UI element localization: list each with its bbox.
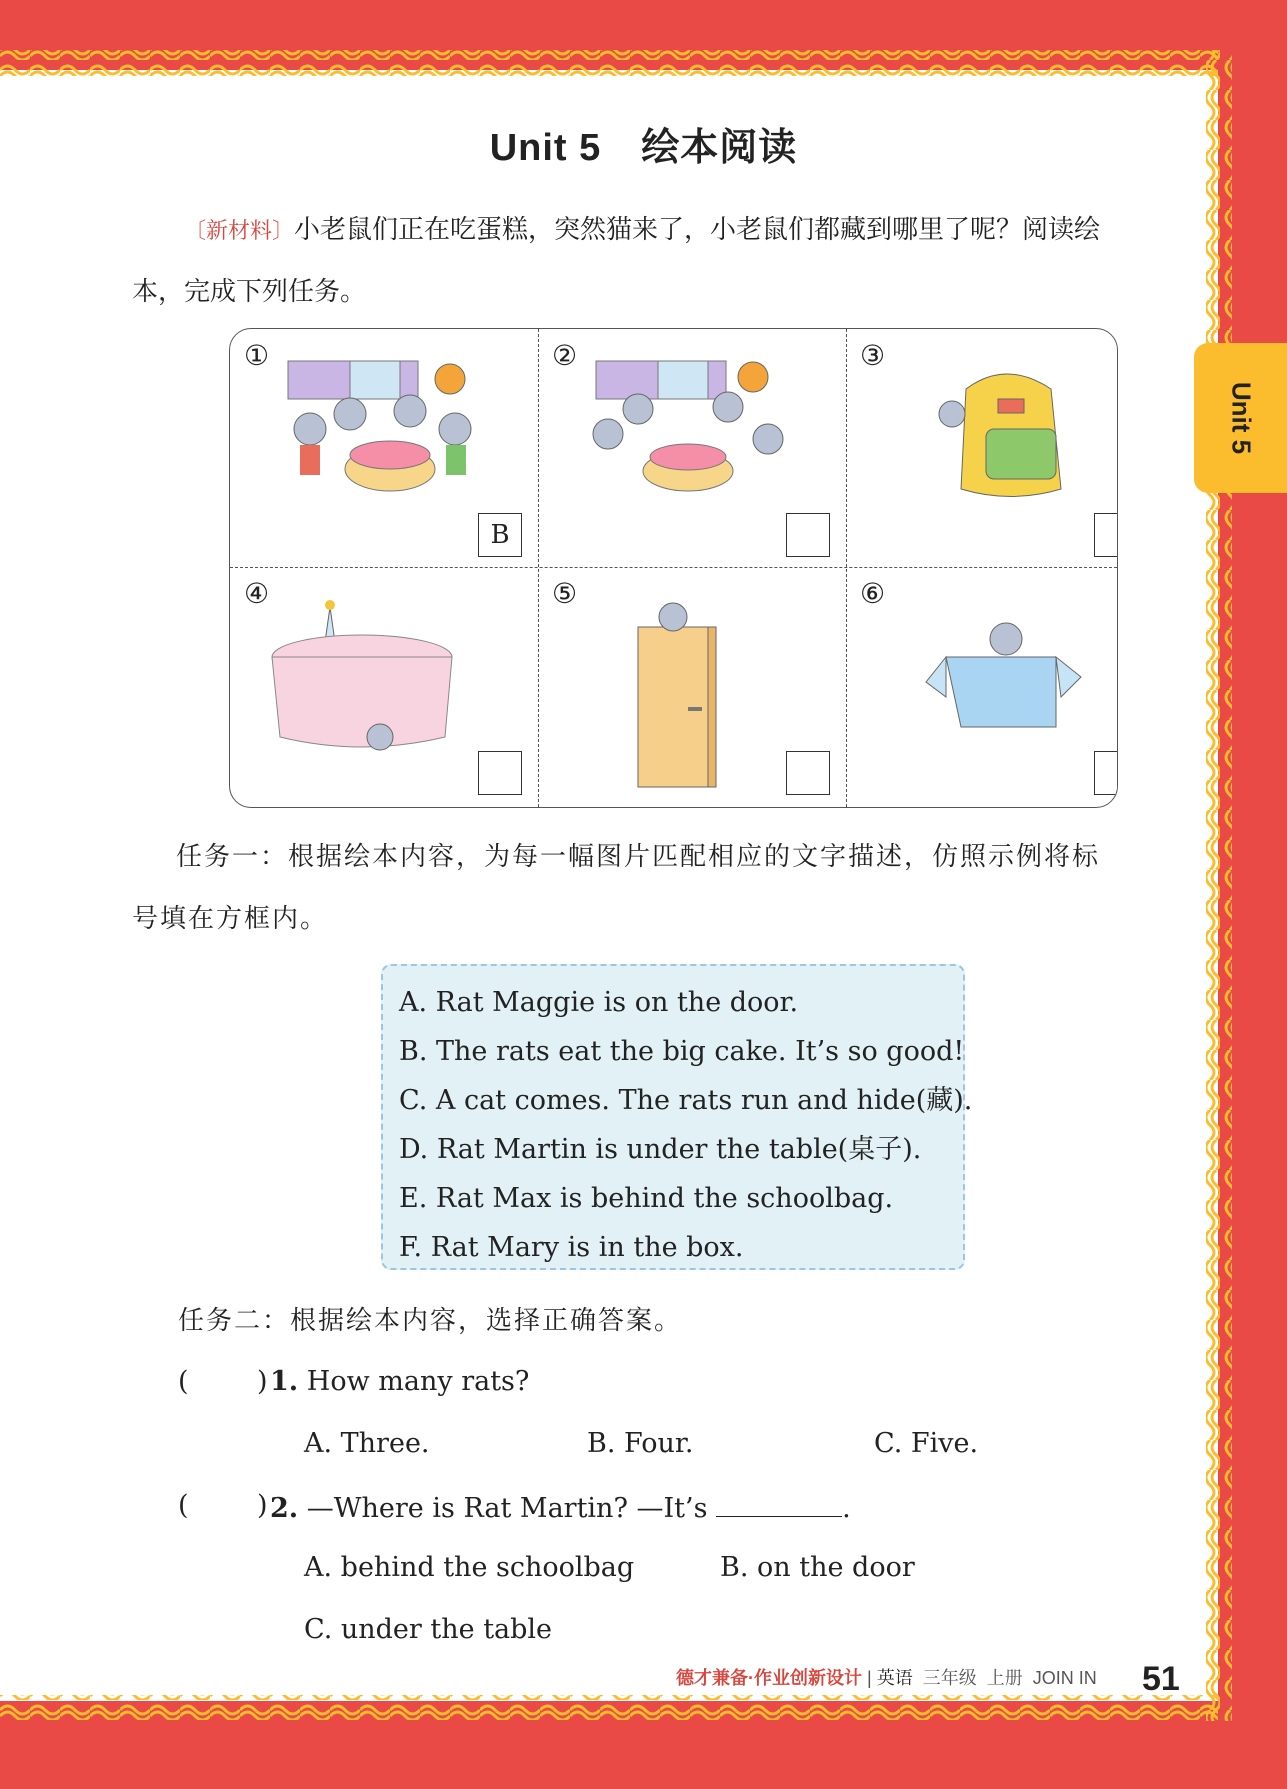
q1-text: How many rats? [306,1366,530,1397]
answer-box[interactable]: B [478,513,522,557]
q2-number: 2. [270,1493,299,1524]
title-unit: Unit 5 [489,127,602,169]
option-b: B. The rats eat the big cake. It’s so good! [399,1036,965,1067]
rat-under-table-icon [270,597,500,767]
q2-blank[interactable] [716,1490,842,1517]
option-c: C. A cat comes. The rats run and hide(藏). [399,1085,973,1116]
panel-number: ⑥ [860,577,886,610]
footer-volume: 上册 [986,1668,1023,1688]
unit-side-tab [1194,343,1287,493]
answer-box[interactable] [786,513,830,557]
panel-5 [538,567,846,805]
q2-text: —Where is Rat Martin? —It’s [306,1493,708,1524]
q2-choice-c: C. under the table [304,1614,553,1645]
answer-box[interactable] [1094,513,1118,557]
q2-paren-close: ) [257,1490,268,1521]
rat-on-door-icon [578,597,808,797]
footer-brand: 德才兼备·作业创新设计 [676,1668,862,1688]
option-d: D. Rat Martin is under the table(桌子). [399,1134,922,1165]
footer-subject: 英语 [876,1668,913,1688]
q2-choice-b: B. on the door [720,1552,915,1583]
panel-number: ① [244,339,270,372]
answer-box[interactable] [478,751,522,795]
footer-grade: 三年级 [922,1668,977,1688]
page-title [0,116,1287,171]
q2-choice-a: A. behind the schoolbag [304,1552,635,1583]
panel-3 [846,329,1118,567]
panel-6 [846,567,1118,805]
q1-choice-a: A. Three. [304,1428,430,1459]
option-f: F. Rat Mary is in the box. [399,1232,744,1263]
answer-box[interactable] [1094,751,1118,795]
panel-1 [230,329,538,567]
panel-number: ④ [244,577,270,610]
intro-line-2: 本，完成下列任务。 [132,277,367,307]
footer-series: JOIN IN [1032,1668,1097,1688]
q2-paren-open: ( [178,1490,189,1521]
task-one-line-2: 号填在方框内。 [132,904,329,934]
panel-number: ⑤ [552,577,578,610]
options-box [381,964,973,1270]
intro-paragraph [132,200,1172,322]
q1-choice-c: C. Five. [874,1428,979,1459]
panel-number: ③ [860,339,886,372]
task-two-heading: 任务二：根据绘本内容，选择正确答案。 [178,1306,683,1336]
option-a: A. Rat Maggie is on the door. [399,987,799,1018]
footer-separator: | [867,1668,872,1688]
picture-book-grid [229,328,1118,808]
panel-number: ② [552,339,578,372]
cat-chasing-rats-icon [578,359,808,509]
page-number: 51 [1142,1660,1180,1698]
task-one-line-1: 任务一：根据绘本内容，为每一幅图片匹配相应的文字描述，仿照示例将标 [176,842,1101,872]
question-1 [270,1366,529,1397]
rats-eating-cake-icon [270,359,500,509]
rat-behind-schoolbag-icon [886,359,1116,509]
intro-line-1: 小老鼠们正在吃蛋糕，突然猫来了，小老鼠们都藏到哪里了呢？阅读绘 [294,215,1101,245]
unit-side-tab-label: Unit 5 [1226,381,1256,455]
new-material-tag: 〔新材料〕 [184,219,295,244]
question-2 [270,1490,851,1524]
answer-box[interactable] [786,751,830,795]
q2-end: . [842,1493,851,1524]
title-text: 绘本阅读 [641,127,798,169]
q1-number: 1. [270,1366,299,1397]
footer [676,1664,1097,1690]
q1-paren-close: ) [257,1366,268,1397]
q1-choice-b: B. Four. [587,1428,694,1459]
q1-paren-open: ( [178,1366,189,1397]
option-e: E. Rat Max is behind the schoolbag. [399,1183,894,1214]
panel-4 [230,567,538,805]
task-one-instruction [132,826,1172,950]
panel-2 [538,329,846,567]
rat-in-box-icon [886,597,1116,747]
